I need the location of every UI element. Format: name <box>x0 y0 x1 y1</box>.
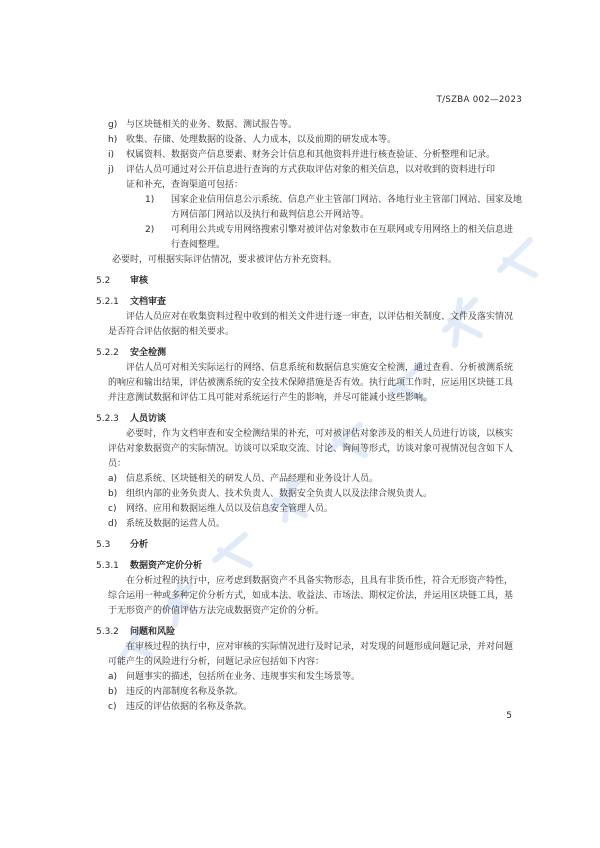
list-item-h <box>108 133 524 148</box>
subsection-heading <box>96 559 524 574</box>
heading-title: 安全检测 <box>130 348 167 358</box>
paragraph-line: 的响应和输出结果，评估被测系统的安全技术保障措施是否有效。执行此项工作时，应运用区块链工具 <box>108 378 514 388</box>
heading-title: 分析 <box>130 540 149 550</box>
note-line: 必要时，可根据实际评估情况，要求被评估方补充资料。 <box>112 255 338 265</box>
heading-number: 5.2.1 <box>96 297 119 307</box>
document-body <box>96 118 524 715</box>
heading-number: 5.3.2 <box>96 627 119 637</box>
list-item <box>108 487 524 502</box>
sublist-item-2-continued: 行查阅整理。 <box>171 240 226 250</box>
list-item-i <box>108 148 524 163</box>
list-marker: a) <box>108 474 118 484</box>
sections-container <box>96 274 524 715</box>
heading-title: 问题和风险 <box>130 627 176 637</box>
heading-title: 数据资产定价分析 <box>130 561 203 571</box>
paragraph <box>108 574 524 619</box>
list-item-j <box>108 163 524 178</box>
paragraph-line: 评估人员可对相关实际运行的网络、信息系统和数据信息实施安全检测，通过查看、分析被测系统 <box>126 363 514 373</box>
heading-number: 5.3.1 <box>96 561 119 571</box>
paragraph <box>108 310 524 340</box>
list-item-j-continued: 证和补充，查询渠道可包括： <box>126 180 244 190</box>
list-text: 组织内部的业务负责人、技术负责人、数据安全负责人以及法律合规负责人。 <box>126 489 433 499</box>
list-text: 网络、应用和数据运维人员以及信息安全管理人员。 <box>126 504 334 514</box>
sublist-marker: 1) <box>145 195 155 205</box>
paragraph-line: 于无形资产的价值评估方法完成数据资产定价的分析。 <box>108 606 325 616</box>
sublist-item-1-continued: 方网信部门网站以及执行和裁判信息公开网站等。 <box>171 210 370 220</box>
subsection-heading <box>96 346 524 361</box>
list-marker: b) <box>108 489 118 499</box>
section-heading <box>96 274 524 289</box>
paragraph-line: 综合运用一种或多种定价分析方式，如成本法、收益法、市场法、期权定价法，并运用区块链工具，基 <box>108 591 514 601</box>
list-item <box>108 517 524 532</box>
paragraph <box>108 427 524 472</box>
list-text: 权属资料、数据资产信息要素、财务会计信息和其他资料并进行核查验证、分析整理和记录。 <box>126 150 496 160</box>
sublist-text: 可利用公共或专用网络搜索引擎对被评估对象数市在互联网或专用网络上的相关信息进 <box>171 225 514 235</box>
heading-number: 5.2.3 <box>96 414 119 424</box>
paragraph-line: 可能产生的风险进行分析，问题记录应包括如下内容： <box>108 657 325 667</box>
paragraph-line: 是否符合评估依据的相关要求。 <box>108 327 235 337</box>
list-text: 评估人员可通过对公开信息进行查询的方式获取评估对象的相关信息，以对收到的资料进行印 <box>126 165 496 175</box>
list-item <box>108 685 524 700</box>
heading-number: 5.2 <box>96 276 111 286</box>
list-item <box>108 700 524 715</box>
list-marker: c) <box>108 504 117 514</box>
heading-title: 人员访谈 <box>130 414 167 424</box>
list-marker: c) <box>108 702 117 712</box>
list-marker: a) <box>108 672 118 682</box>
document-code: T/SZBA 002—2023 <box>436 95 522 105</box>
list-marker: h) <box>108 135 118 145</box>
list-text: 与区块链相关的业务、数据、测试报告等。 <box>126 120 298 130</box>
list-text: 收集、存储、处理数据的设备、人力成本，以及前期的研发成本等。 <box>126 135 397 145</box>
heading-title: 审核 <box>130 276 149 286</box>
heading-number: 5.2.2 <box>96 348 119 358</box>
list-item <box>108 670 524 685</box>
paragraph <box>108 361 524 406</box>
list-text: 系统及数据的运营人员。 <box>126 519 226 529</box>
section-heading <box>96 538 524 553</box>
paragraph-line: 并注意测试数据和评估工具可能对系统运行产生的影响，并尽可能减小这些影响。 <box>108 393 433 403</box>
list-text: 违反的评估依据的名称及条款。 <box>126 702 253 712</box>
sublist-item-2 <box>141 223 524 238</box>
sublist-item-1 <box>141 193 524 208</box>
paragraph-line: 在分析过程的执行中，应考虑到数据资产不具备实物形态，且具有非货币性，符合无形资产特性， <box>126 576 514 586</box>
list-marker: j) <box>108 165 115 175</box>
paragraph <box>108 640 524 670</box>
list-item-g <box>108 118 524 133</box>
sublist-text: 国家企业信用信息公示系统、信息产业主管部门网站、各地行业主管部门网站、国家及地 <box>171 195 523 205</box>
list-marker: b) <box>108 687 118 697</box>
page-number: 5 <box>506 711 512 721</box>
paragraph-line: 评估人员应对在收集资料过程中收到的相关文件进行逐一审查，以评估相关制度、文件及落实情况 <box>126 312 514 322</box>
subsection-heading <box>96 412 524 427</box>
list-text: 信息系统、区块链相关的研发人员、产品经理和业务设计人员。 <box>126 474 379 484</box>
sublist-marker: 2) <box>145 225 155 235</box>
paragraph-line: 必要时，作为文档审查和安全检测结果的补充，可对被评估对象涉及的相关人员进行访谈，以核实 <box>126 429 514 439</box>
paragraph-line: 员： <box>108 459 127 469</box>
heading-title: 文档审查 <box>130 297 167 307</box>
subsection-heading <box>96 295 524 310</box>
list-marker: g) <box>108 120 118 130</box>
list-marker: i) <box>108 150 115 160</box>
paragraph-line: 在审核过程的执行中，应对审核的实际情况进行及时记录，对发现的问题形成问题记录，并对问题 <box>126 642 514 652</box>
list-text: 问题事实的描述，包括所在业务、违规事实和发生场景等。 <box>126 672 361 682</box>
heading-number: 5.3 <box>96 540 111 550</box>
paragraph-line: 评估对象数据资产的实际情况。访谈可以采取交流、讨论、询问等形式，访谈对象可视情况包含如下人 <box>108 444 514 454</box>
list-item <box>108 472 524 487</box>
subsection-heading <box>96 625 524 640</box>
list-item <box>108 502 524 517</box>
list-text: 违反的内部制度名称及条款。 <box>126 687 244 697</box>
list-marker: d) <box>108 519 118 529</box>
